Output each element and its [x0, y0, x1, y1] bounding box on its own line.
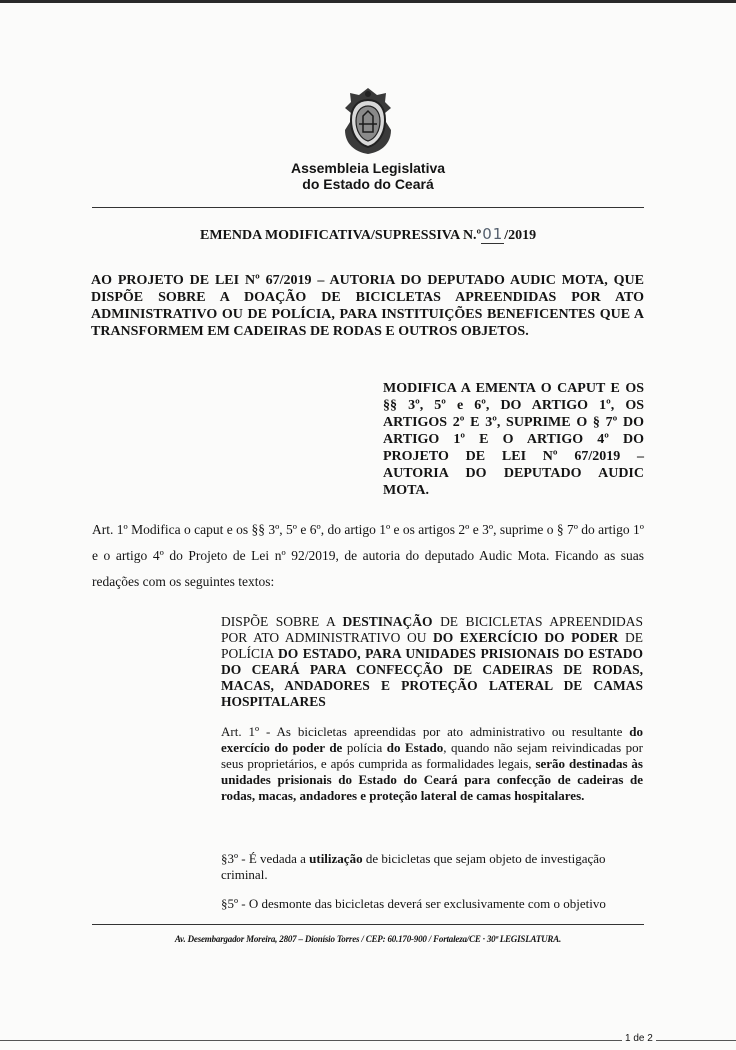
paragraph-3 — [221, 851, 643, 883]
organization-name: Assembleia Legislativa — [290, 160, 446, 176]
new-article-bold-3: serão destinadas às unidades prisionais do Estado do Ceará para confecção de cadeiras de rodas, macas, andadores e proteção lateral de camas hospitalares. — [221, 756, 643, 803]
new-bill-subject — [221, 614, 643, 710]
page-number: 1 de 2 — [622, 1033, 656, 1044]
footer-address: Av. Desembargador Moreira, 2807 – Dionísio Torres / CEP: 60.170-900 / Fortaleza/CE · 30ª LEGISLATURA. — [174, 934, 562, 944]
title-suffix: /2019 — [504, 228, 537, 243]
article-1: Art. 1º Modifica o caput e os §§ 3º, 5º e 6º, do artigo 1º e os artigos 2º e 3º, suprime o § 7º do artigo 1º e o artigo 4º do Projeto de Lei nº 92/2019, de autoria do deputado Audic Mota. Ficando as suas redações com os seguintes textos: — [92, 522, 644, 589]
new-article-text-1: Art. 1º - As bicicletas apreendidas por ato administrativo ou resultante — [221, 724, 630, 739]
bill-subject: AO PROJETO DE LEI Nº 67/2019 – AUTORIA DO DEPUTADO AUDIC MOTA, QUE DISPÕE SOBRE A DOAÇÃO DE BICICLETAS APREENDIDAS POR ATO ADMINISTRATIVO OU DE POLÍCIA, PARA INSTITUIÇÕES BENEFICENTES QUE A TRANSFORMEM EM CADEIRAS DE RODAS E OUTROS OBJETOS. — [91, 273, 644, 339]
new-article-bold-1: do exercício do poder de — [221, 724, 643, 755]
new-article-text-3: , quando não sejam reivindicadas por seus proprietários, e após cumprida as formalidades legais, — [221, 740, 643, 771]
title-prefix: EMENDA MODIFICATIVA/SUPRESSIVA N.º — [200, 228, 482, 243]
new-subject-bold-1: DESTINAÇÃO — [342, 614, 433, 629]
new-subject-text-1: DISPÕE SOBRE A — [221, 614, 343, 629]
paragraph-3-text-2: de bicicletas que sejam objeto de investigação criminal. — [221, 851, 606, 882]
handwritten-amendment-number: 01 — [482, 225, 504, 243]
new-subject-text-3: DE POLÍCIA — [221, 630, 643, 661]
new-subject-text-2: DE BICICLETAS APREENDIDAS POR ATO ADMINISTRATIVO OU — [221, 614, 643, 645]
amendment-summary: MODIFICA A EMENTA O CAPUT E OS §§ 3º, 5º e 6º, DO ARTIGO 1º, OS ARTIGOS 2º E 3º, SUPRIME O § 7º DO ARTIGO 1º E O ARTIGO 4º DO PROJETO DE LEI Nº 67/2019 – AUTORIA DO DEPUTADO AUDIC MOTA. — [383, 381, 644, 498]
organization-state: do Estado do Ceará — [302, 176, 434, 192]
new-article-bold-2: do Estado — [386, 740, 444, 755]
paragraph-3-bold: utilização — [309, 851, 363, 866]
paragraph-3-text-1: §3º - É vedada a — [221, 851, 310, 866]
new-article-text-2: polícia — [342, 740, 387, 755]
new-subject-bold-2: DO EXERCÍCIO DO PODER — [433, 630, 619, 645]
paragraph-5: §5º - O desmonte das bicicletas deverá ser exclusivamente com o objetivo — [221, 896, 606, 911]
header-divider — [92, 207, 644, 208]
document-title — [200, 225, 600, 244]
footer-divider — [92, 924, 644, 925]
new-subject-bold-3: DO ESTADO, PARA UNIDADES PRISIONAIS DO ESTADO DO CEARÁ PARA CONFECÇÃO DE CADEIRAS DE RODAS, MACAS, ANDADORES E PROTEÇÃO LATERAL DE CAMAS HOSPITALARES — [221, 646, 643, 709]
new-article-1 — [221, 724, 643, 804]
state-coat-of-arms-emblem — [341, 86, 395, 156]
scan-top-edge — [0, 0, 736, 3]
